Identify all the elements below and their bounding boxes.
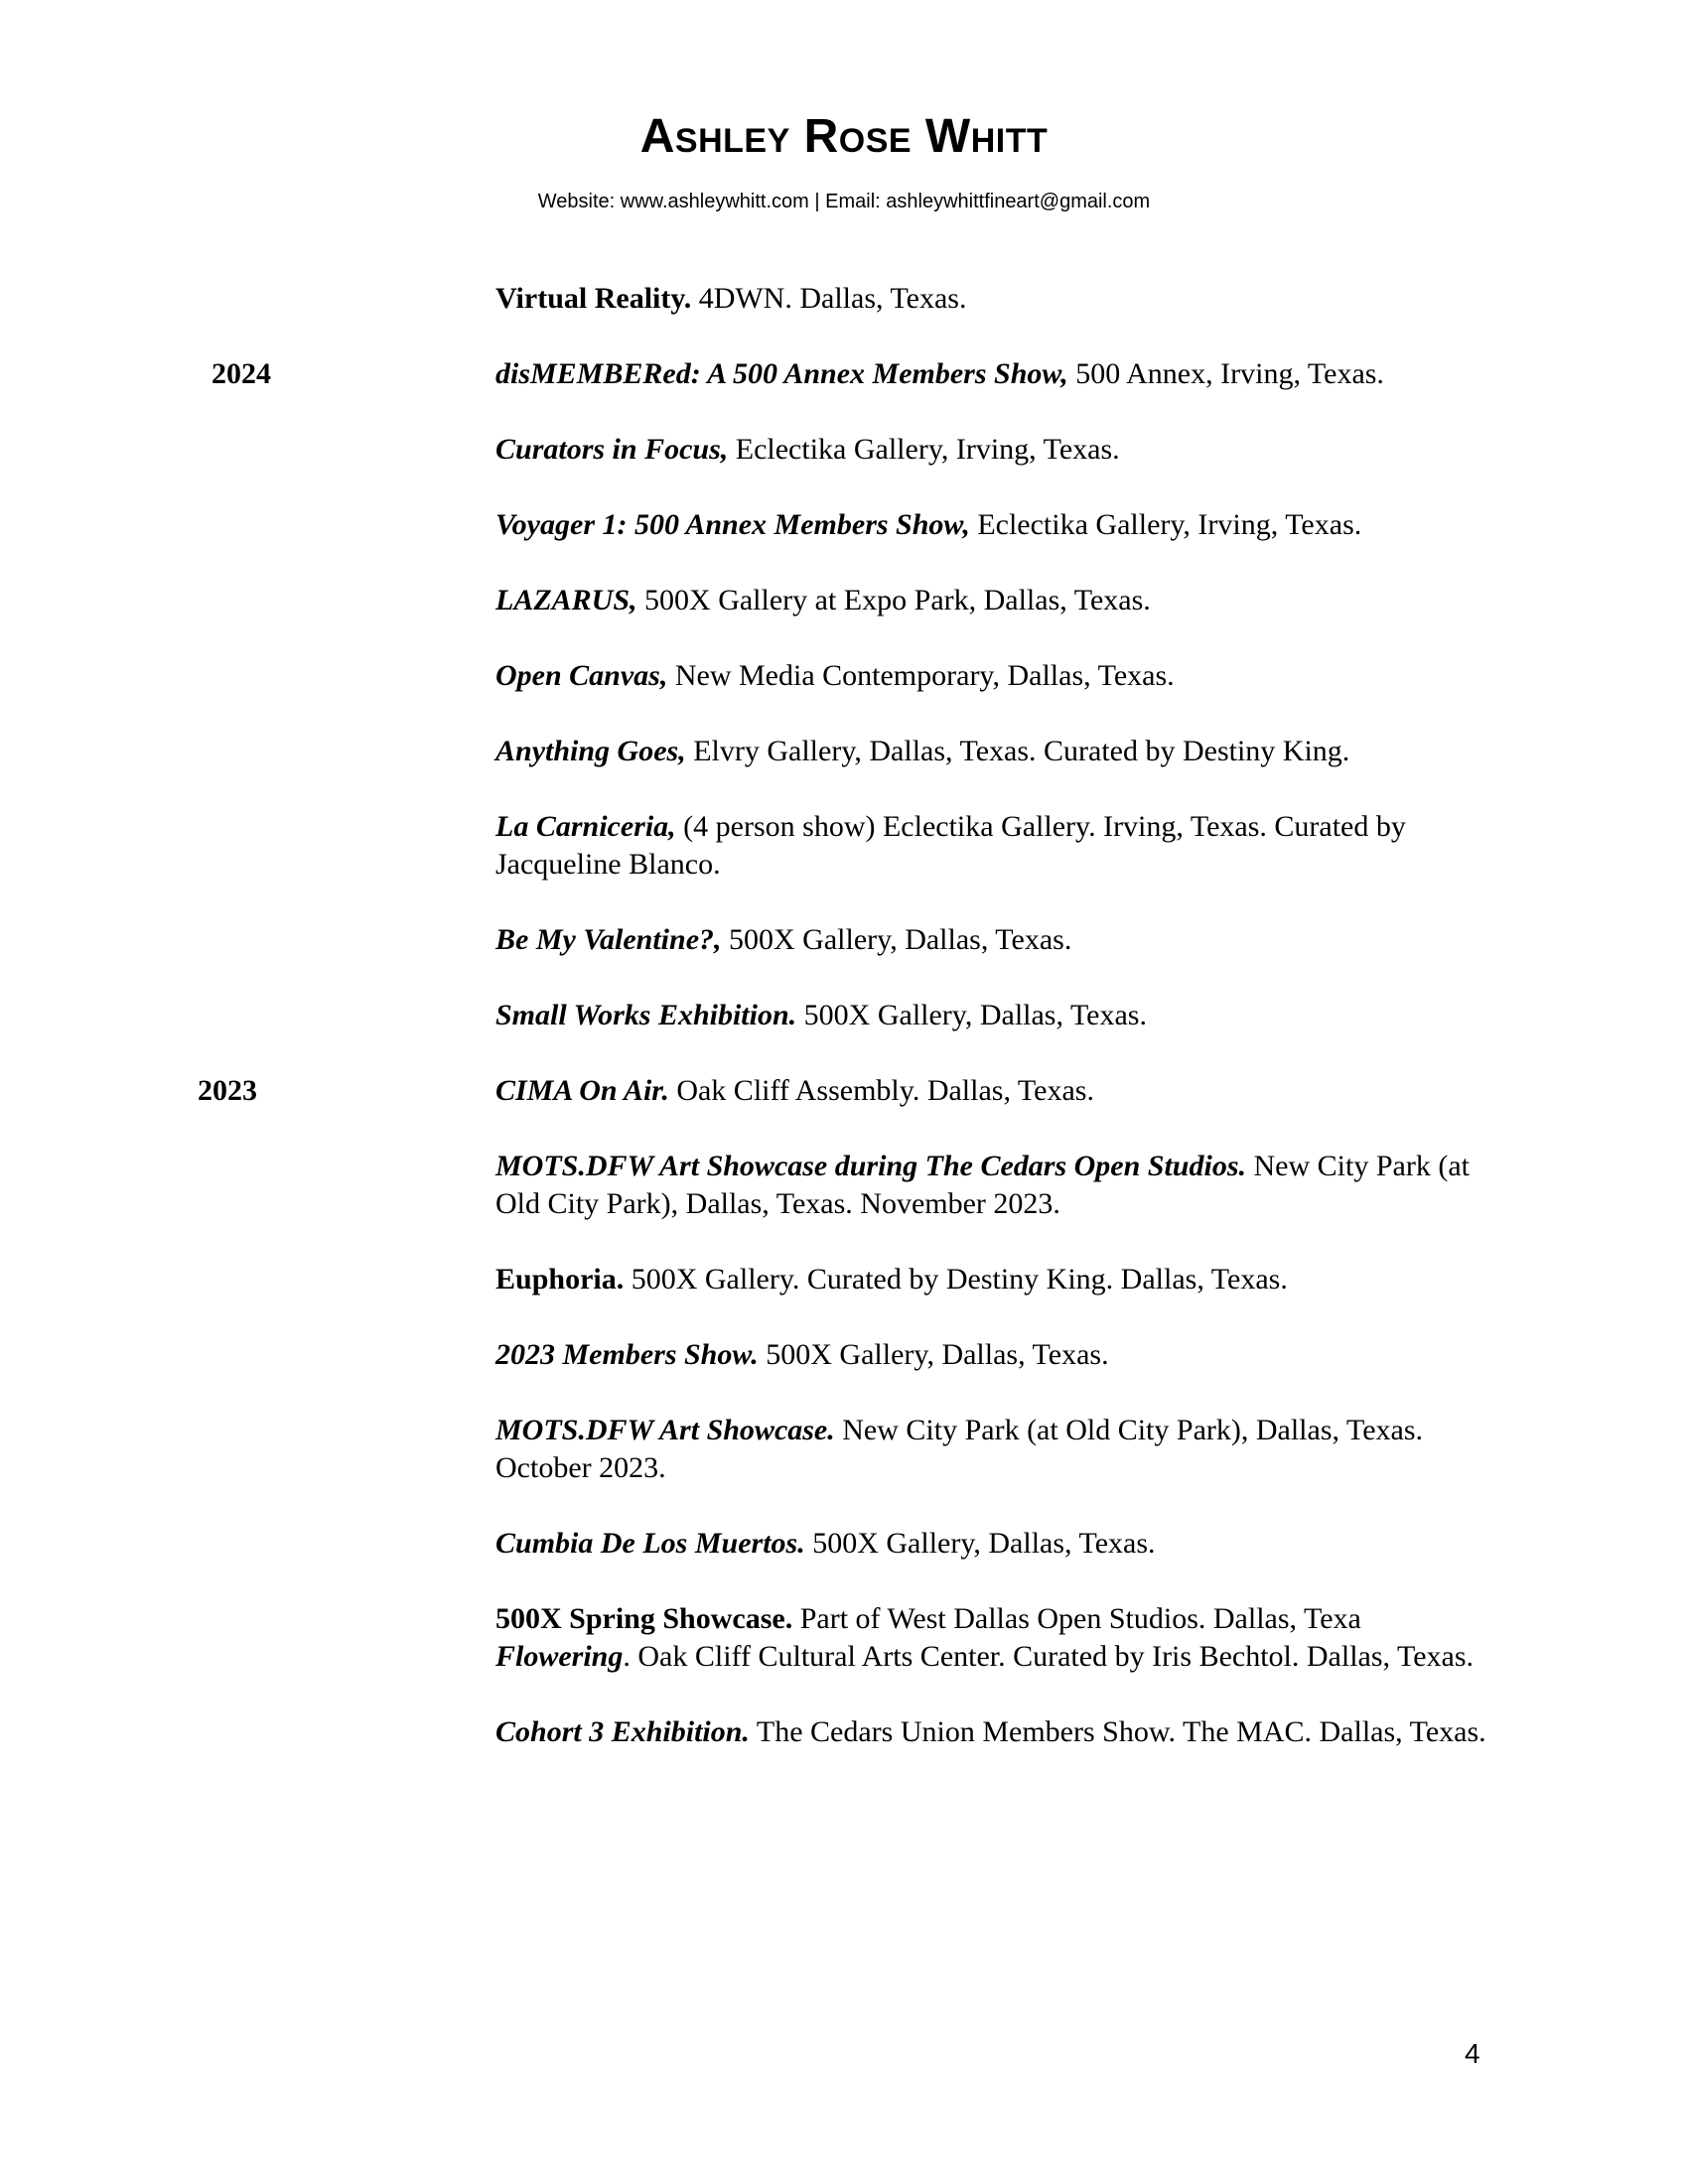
exhibition-title: Be My Valentine?, bbox=[495, 923, 722, 956]
exhibition-entry bbox=[495, 431, 1488, 469]
exhibition-details: Eclectika Gallery, Irving, Texas. bbox=[728, 433, 1120, 466]
year-label: 2023 bbox=[198, 1074, 257, 1107]
exhibition-title: Cumbia De Los Muertos. bbox=[495, 1527, 805, 1560]
exhibition-entry bbox=[495, 997, 1488, 1034]
exhibition-title: Open Canvas, bbox=[495, 659, 668, 692]
exhibition-details: 500X Gallery, Dallas, Texas. bbox=[804, 1527, 1156, 1560]
exhibition-title: MOTS.DFW Art Showcase. bbox=[495, 1414, 835, 1446]
exhibition-entry bbox=[495, 657, 1488, 695]
exhibition-entry bbox=[211, 355, 1488, 393]
exhibition-details: 4DWN. Dallas, Texas. bbox=[691, 282, 967, 315]
exhibition-entry bbox=[495, 808, 1488, 884]
exhibition-title: Cohort 3 Exhibition. bbox=[495, 1715, 750, 1748]
exhibition-entry bbox=[495, 506, 1488, 544]
exhibition-details: Part of West Dallas Open Studios. Dallas, Texa bbox=[792, 1602, 1361, 1635]
exhibition-details: 500X Gallery at Expo Park, Dallas, Texas. bbox=[636, 584, 1151, 616]
exhibition-entry bbox=[495, 1525, 1488, 1563]
artist-name: Ashley Rose Whitt bbox=[639, 110, 1049, 163]
exhibition-entry bbox=[495, 1600, 1488, 1638]
exhibition-details: The Cedars Union Members Show. The MAC. Dallas, Texas. bbox=[749, 1715, 1486, 1748]
page-number: 4 bbox=[1465, 2038, 1480, 2069]
exhibition-entry bbox=[495, 280, 1488, 318]
exhibition-title: disMEMBERed: A 500 Annex Members Show, bbox=[495, 357, 1068, 390]
exhibition-entry bbox=[495, 921, 1488, 959]
exhibition-details: New City Park (at Old City Park), Dallas, Texas. November 2023. bbox=[495, 1150, 1470, 1220]
exhibition-details: . Oak Cliff Cultural Arts Center. Curated by Iris Bechtol. Dallas, Texas. bbox=[623, 1640, 1475, 1673]
exhibition-entry bbox=[495, 1148, 1488, 1223]
exhibition-details: Oak Cliff Assembly. Dallas, Texas. bbox=[668, 1074, 1094, 1107]
exhibition-details: 500X Gallery. Curated by Destiny King. Dallas, Texas. bbox=[624, 1263, 1288, 1296]
exhibition-details: 500X Gallery, Dallas, Texas. bbox=[796, 999, 1147, 1031]
exhibition-title: Euphoria. bbox=[495, 1263, 625, 1296]
exhibition-entry bbox=[495, 582, 1488, 619]
page-header bbox=[0, 107, 1688, 214]
contact-line: Website: www.ashleywhitt.com | Email: ashleywhittfineart@gmail.com bbox=[537, 191, 1151, 212]
year-label: 2024 bbox=[211, 357, 271, 390]
exhibition-details: New Media Contemporary, Dallas, Texas. bbox=[667, 659, 1175, 692]
exhibition-title: Anything Goes, bbox=[495, 735, 686, 767]
exhibition-title: MOTS.DFW Art Showcase during The Cedars Open Studios. bbox=[495, 1150, 1247, 1182]
exhibition-entry bbox=[495, 1638, 1488, 1676]
exhibition-title: LAZARUS, bbox=[495, 584, 637, 616]
exhibition-title: CIMA On Air. bbox=[495, 1074, 669, 1107]
exhibition-entry bbox=[495, 1713, 1488, 1751]
exhibition-title: Small Works Exhibition. bbox=[495, 999, 797, 1031]
exhibition-details: 500X Gallery, Dallas, Texas. bbox=[721, 923, 1072, 956]
exhibition-title: Virtual Reality. bbox=[495, 282, 692, 315]
exhibition-details: New City Park (at Old City Park), Dallas, Texas. October 2023. bbox=[495, 1414, 1424, 1484]
exhibition-entry bbox=[198, 1072, 1488, 1110]
exhibition-title: Flowering bbox=[495, 1640, 624, 1673]
exhibition-title: 2023 Members Show. bbox=[495, 1338, 759, 1371]
exhibition-details: 500X Gallery, Dallas, Texas. bbox=[758, 1338, 1109, 1371]
exhibition-entry bbox=[495, 1412, 1488, 1487]
exhibition-entry bbox=[495, 733, 1488, 770]
exhibition-details: 500 Annex, Irving, Texas. bbox=[1067, 357, 1384, 390]
exhibition-details: Eclectika Gallery, Irving, Texas. bbox=[969, 508, 1362, 541]
exhibition-title: Curators in Focus, bbox=[495, 433, 729, 466]
exhibition-title: La Carniceria, bbox=[495, 810, 676, 843]
exhibition-list bbox=[0, 280, 1688, 1789]
exhibition-entry bbox=[495, 1261, 1488, 1298]
exhibition-details: (4 person show) Eclectika Gallery. Irving, Texas. Curated by Jacqueline Blanco. bbox=[495, 810, 1406, 881]
exhibition-title: Voyager 1: 500 Annex Members Show, bbox=[495, 508, 970, 541]
exhibition-details: Elvry Gallery, Dallas, Texas. Curated by Destiny King. bbox=[685, 735, 1350, 767]
exhibition-title: 500X Spring Showcase. bbox=[495, 1602, 793, 1635]
exhibition-entry bbox=[495, 1336, 1488, 1374]
